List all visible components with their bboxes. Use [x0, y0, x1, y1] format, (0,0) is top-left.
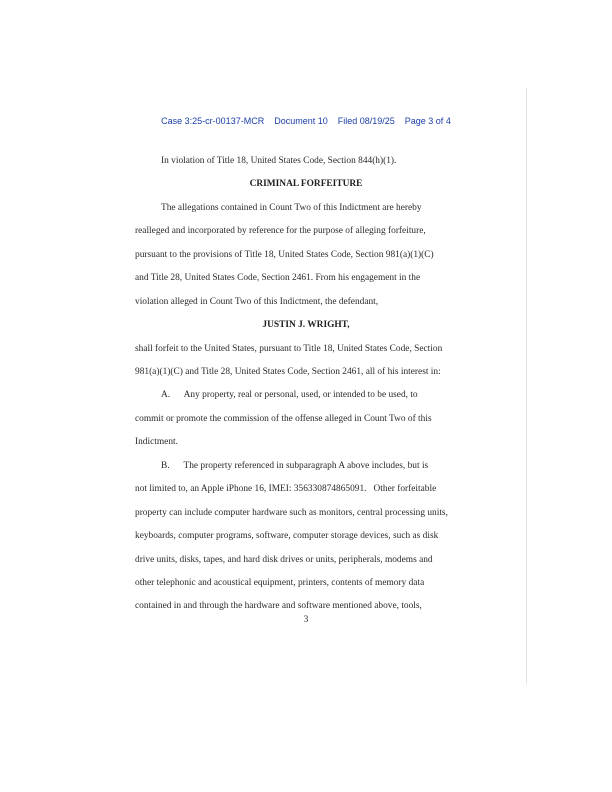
- body-line: 981(a)(1)(C) and Title 28, United States Code, Section 2461, all of his interest in:: [135, 367, 441, 377]
- body-line: contained in and through the hardware and software mentioned above, tools,: [135, 601, 422, 611]
- section-heading: CRIMINAL FORFEITURE: [249, 179, 363, 189]
- body-line: property can include computer hardware such as monitors, central processing units,: [135, 508, 448, 518]
- body-line: Indictment.: [135, 437, 178, 447]
- document-number: Document 10: [274, 116, 328, 126]
- case-number: Case 3:25-cr-00137-MCR: [161, 116, 265, 126]
- subparagraph-b-line: B. The property referenced in subparagraph A above includes, but is: [161, 461, 429, 471]
- page-indicator: Page 3 of 4: [404, 116, 451, 126]
- body-line: drive units, disks, tapes, and hard disk drives or units, peripherals, modems and: [135, 555, 433, 565]
- body-line: violation alleged in Count Two of this Indictment, the defendant,: [135, 297, 379, 307]
- filed-date: Filed 08/19/25: [337, 116, 395, 126]
- subparagraph-a-line: A. Any property, real or personal, used, or intended to be used, to: [161, 390, 418, 400]
- body-line: keyboards, computer programs, software, computer storage devices, such as disk: [135, 531, 439, 541]
- body-line: pursuant to the provisions of Title 18, United States Code, Section 981(a)(1)(C): [135, 250, 434, 260]
- court-filing-header: [0, 116, 612, 126]
- body-line: The allegations contained in Count Two of this Indictment are hereby: [161, 203, 422, 213]
- scan-margin-line: [526, 88, 527, 684]
- body-line: shall forfeit to the United States, pursuant to Title 18, United States Code, Section: [135, 344, 443, 354]
- body-line: and Title 28, United States Code, Section 2461. From his engagement in the: [135, 273, 421, 283]
- statute-citation-line: In violation of Title 18, United States Code, Section 844(h)(1).: [161, 156, 397, 166]
- body-line: not limited to, an Apple iPhone 16, IMEI: 356330874865091. Other forfeitable: [135, 484, 437, 494]
- body-line: realleged and incorporated by reference for the purpose of alleging forfeiture,: [135, 226, 426, 236]
- body-line: commit or promote the commission of the offense alleged in Count Two of this: [135, 414, 432, 424]
- defendant-name: JUSTIN J. WRIGHT,: [262, 320, 350, 330]
- body-line: other telephonic and acoustical equipment, printers, contents of memory data: [135, 578, 425, 588]
- page-number: 3: [303, 615, 309, 625]
